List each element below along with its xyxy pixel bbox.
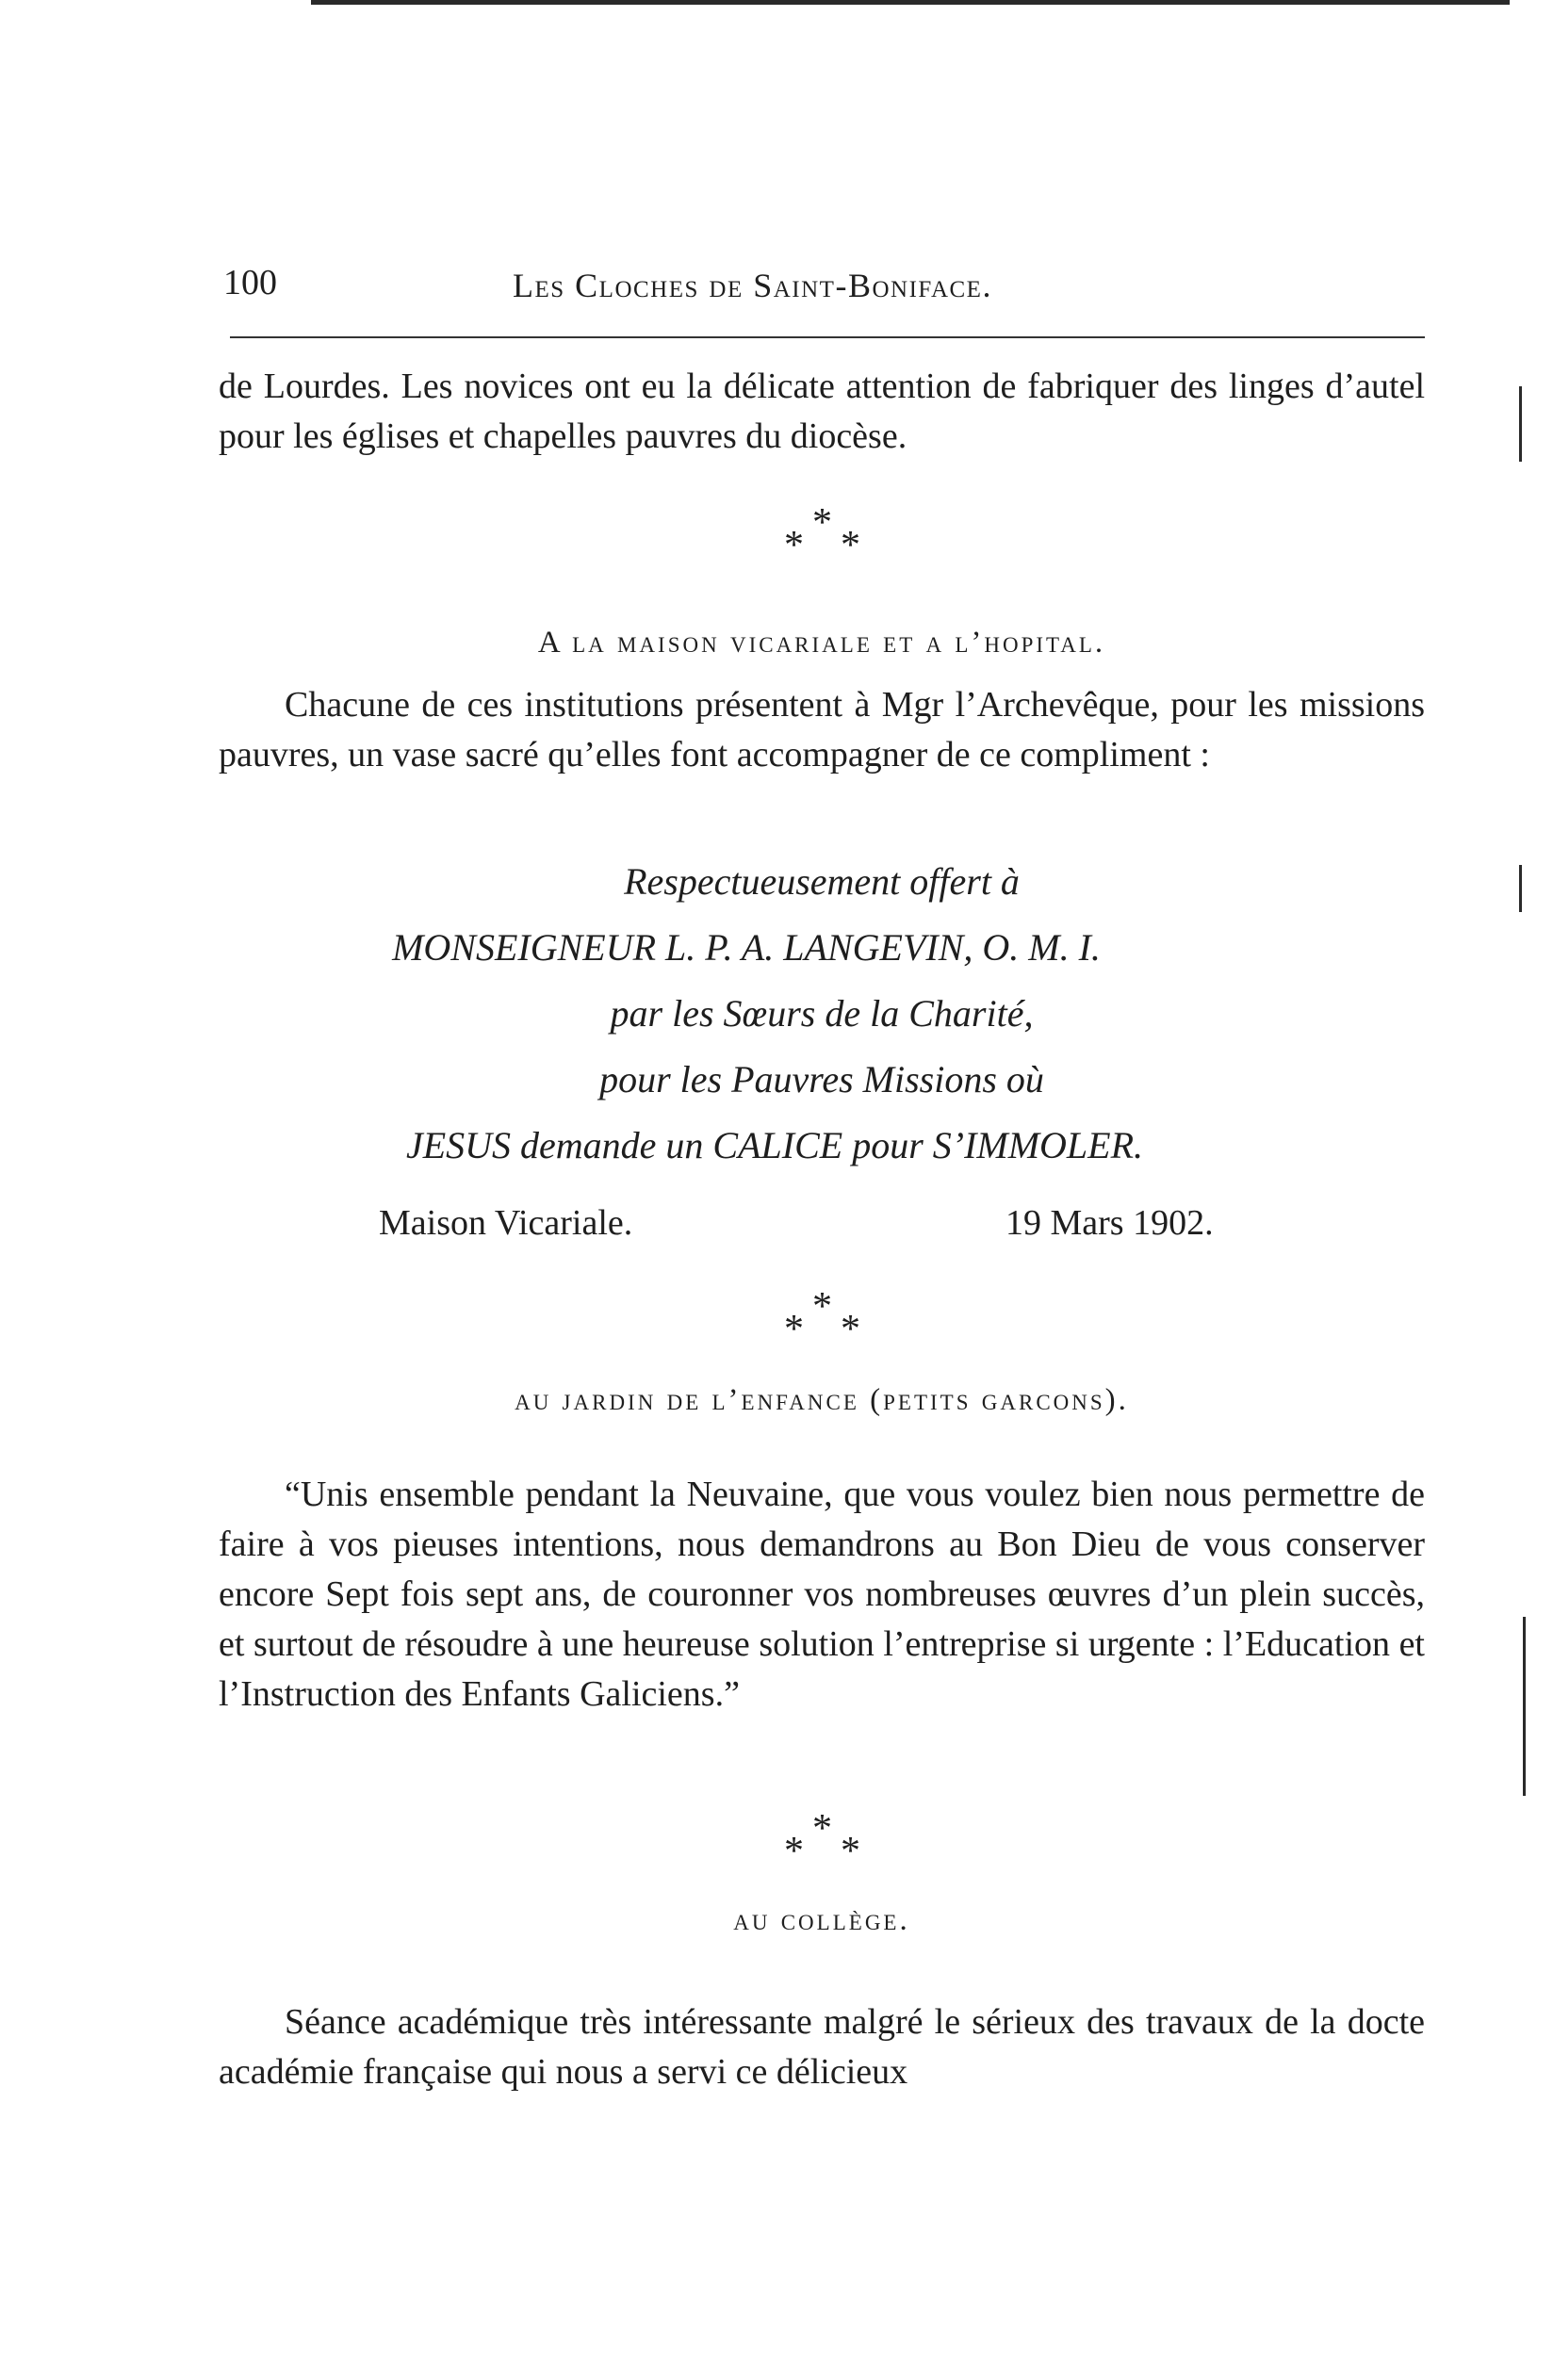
star-ornament: * — [812, 1807, 832, 1850]
section-heading: au jardin de l’enfance (petits garcons). — [515, 1383, 1129, 1417]
paragraph: Séance académique très intéressante malgré le sérieux des travaux de la docte académie française qui nous a servi ce délicieux — [219, 2002, 1425, 2092]
star-ornament: * — [784, 1308, 804, 1351]
paragraph: de Lourdes. Les novices ont eu la délicate attention de fabriquer des linges d’autel pour les églises et chapelles pauvres du diocèse. — [219, 367, 1425, 456]
running-title: Les Cloches de Saint-Boniface. — [513, 267, 992, 304]
edge-mark — [1519, 386, 1522, 462]
dedication-line: Respectueusement offert à — [624, 860, 1020, 903]
page-number: 100 — [223, 263, 277, 302]
paragraph: “Unis ensemble pendant la Neuvaine, que vous voulez bien nous permettre de faire à vos pieuses intentions, nous demandrons au Bon Dieu de vous conserver encore Sept fois sept ans, de couronner vos nombreuses œuvres d’un plein succès, et surtout de résoudre à une heureuse solution l’entreprise si urgente : l’Education et l’Instruction des Enfants Galiciens.” — [219, 1475, 1425, 1714]
section-separator — [219, 503, 1425, 569]
dedication-line: MONSEIGNEUR L. P. A. LANGEVIN, O. M. I. — [392, 926, 1101, 969]
star-ornament: * — [784, 1830, 804, 1873]
edge-mark — [1523, 1617, 1526, 1796]
star-ornament: * — [841, 524, 860, 567]
dedication-line: par les Sœurs de la Charité, — [610, 992, 1034, 1035]
section-heading: au collège. — [733, 1903, 910, 1937]
top-scan-rule — [311, 0, 1510, 5]
section-heading: A la maison vicariale et a l’hopital. — [537, 626, 1106, 660]
running-head — [219, 262, 1425, 309]
star-ornament: * — [812, 1285, 832, 1329]
dedication-line: pour les Pauvres Missions où — [599, 1058, 1044, 1100]
header-rule — [230, 336, 1425, 338]
signature-place: Maison Vicariale. — [379, 1203, 633, 1243]
signature-date: 19 Mars 1902. — [1005, 1203, 1214, 1243]
paragraph: Chacune de ces institutions présentent à Mgr l’Archevêque, pour les missions pauvres, un vase sacré qu’elles font accompagner de ce compliment : — [219, 685, 1425, 774]
star-ornament: * — [784, 524, 804, 567]
star-ornament: * — [841, 1308, 860, 1351]
section-separator — [219, 1287, 1425, 1353]
star-ornament: * — [812, 501, 832, 545]
edge-mark — [1519, 865, 1522, 912]
section-separator — [219, 1809, 1425, 1875]
dedication-line: JESUS demande un CALICE pour S’IMMOLER. — [405, 1124, 1144, 1166]
star-ornament: * — [841, 1830, 860, 1873]
